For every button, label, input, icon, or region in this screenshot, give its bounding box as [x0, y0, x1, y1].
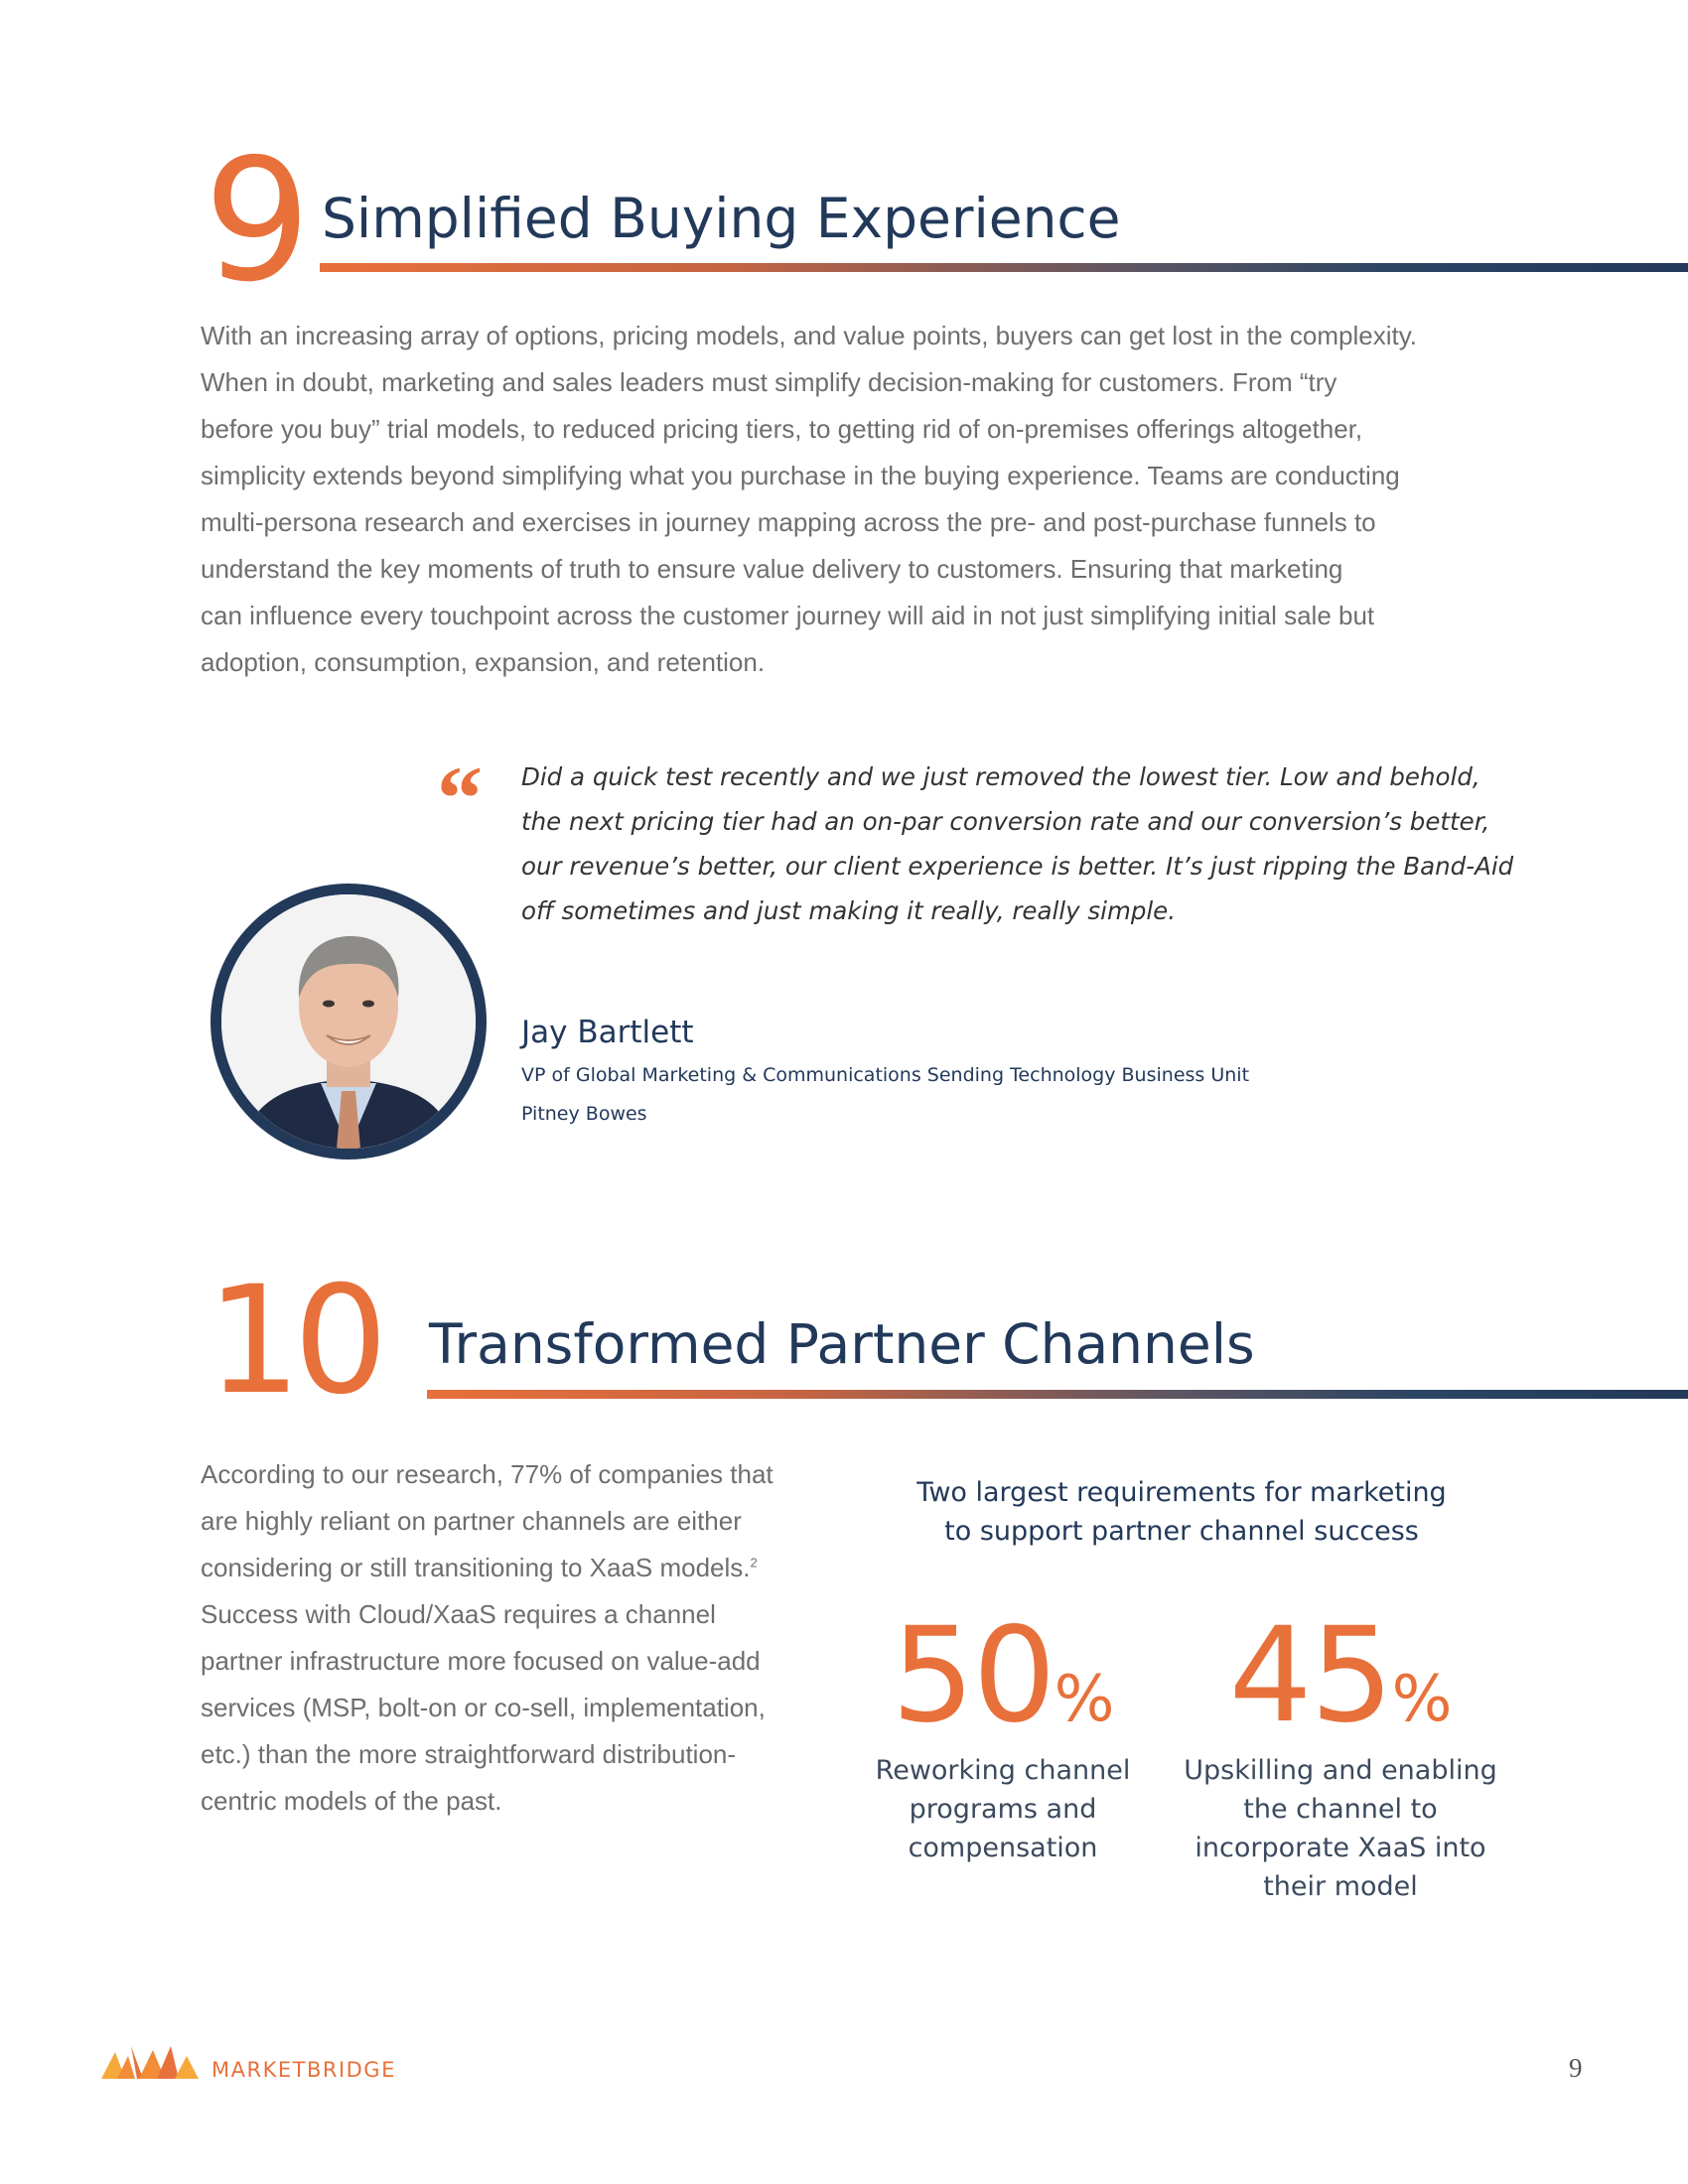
- section-rule: [427, 1390, 1688, 1399]
- section-title: Simplified Buying Experience: [322, 187, 1121, 250]
- body-line: understand the key moments of truth to ensure value delivery to customers. Ensuring that marketing: [201, 554, 1343, 584]
- stat-description-line: Upskilling and enabling: [1184, 1755, 1497, 1786]
- body-line: are highly reliant on partner channels are either: [201, 1506, 742, 1536]
- stat-description-line: compensation: [908, 1833, 1098, 1863]
- body-line: partner infrastructure more focused on value-add: [201, 1646, 761, 1676]
- quote-author-company: Pitney Bowes: [521, 1103, 647, 1125]
- body-line: before you buy” trial models, to reduced pricing tiers, to getting rid of on-premises offerings altogether,: [201, 414, 1363, 444]
- section-body: [201, 313, 1591, 686]
- brand-logo-icon: [101, 2046, 199, 2079]
- body-line: can influence every touchpoint across the customer journey will aid in not just simplifying initial sale but: [201, 601, 1375, 630]
- quote-author-role: VP of Global Marketing & Communications Sending Technology Business Unit: [521, 1064, 1250, 1086]
- person-photo-icon: [221, 894, 476, 1149]
- stat-description-line: programs and: [909, 1794, 1097, 1825]
- stat-description-line: Reworking channel: [875, 1755, 1131, 1786]
- quote-mark-icon: “: [437, 748, 483, 849]
- quote-author-name: Jay Bartlett: [521, 1015, 694, 1050]
- stat-description: [1172, 1751, 1509, 1906]
- body-line: [201, 1545, 836, 1591]
- avatar: [211, 884, 487, 1160]
- body-line-text: considering or still transitioning to XaaS models.: [201, 1553, 751, 1582]
- stat-description-line: their model: [1263, 1871, 1418, 1902]
- stats-heading-line: Two largest requirements for marketing: [916, 1477, 1447, 1508]
- stat-description: [854, 1751, 1152, 1867]
- section-body: [201, 1451, 836, 1825]
- section-number: 9: [204, 123, 306, 320]
- body-line: centric models of the past.: [201, 1786, 502, 1816]
- stat-description-line: the channel to: [1243, 1794, 1438, 1825]
- stat-number: 50: [891, 1599, 1055, 1752]
- section-rule: [320, 263, 1688, 272]
- quote-line: our revenue’s better, our client experience is better. It’s just ripping the Band-Aid: [521, 852, 1514, 881]
- body-line: adoption, consumption, expansion, and retention.: [201, 647, 766, 677]
- brand-name: MARKETBRIDGE: [211, 2058, 396, 2082]
- stats-heading-line: to support partner channel success: [944, 1516, 1419, 1547]
- body-line: With an increasing array of options, pricing models, and value points, buyers can get lost in the complexity.: [201, 321, 1418, 350]
- body-line: According to our research, 77% of companies that: [201, 1459, 774, 1489]
- quote-text: [521, 754, 1513, 933]
- section-title: Transformed Partner Channels: [429, 1312, 1255, 1376]
- page-number: 9: [1569, 2053, 1583, 2083]
- body-line: services (MSP, bolt-on or co-sell, implementation,: [201, 1693, 766, 1722]
- quote-line: off sometimes and just making it really, really simple.: [521, 896, 1177, 925]
- body-line: simplicity extends beyond simplifying what you purchase in the buying experience. Teams are conducting: [201, 461, 1400, 490]
- footnote-marker: 2: [750, 1555, 758, 1570]
- stat-unit: %: [1054, 1663, 1115, 1736]
- stat-value: [864, 1599, 1142, 1752]
- body-line: etc.) than the more straightforward distribution-: [201, 1739, 737, 1769]
- stat-unit: %: [1391, 1663, 1453, 1736]
- stat-value: [1201, 1599, 1479, 1752]
- stat-description-line: incorporate XaaS into: [1195, 1833, 1486, 1863]
- stat-number: 45: [1228, 1599, 1392, 1752]
- body-line: Success with Cloud/XaaS requires a channel: [201, 1599, 716, 1629]
- quote-line: the next pricing tier had an on-par conversion rate and our conversion’s better,: [521, 807, 1490, 836]
- quote-line: Did a quick test recently and we just removed the lowest tier. Low and behold,: [521, 762, 1480, 791]
- body-line: When in doubt, marketing and sales leaders must simplify decision-making for customers. From “try: [201, 367, 1337, 397]
- stats-heading: [874, 1473, 1489, 1551]
- body-line: multi-persona research and exercises in journey mapping across the pre- and post-purchase funnels to: [201, 507, 1376, 537]
- section-number: 10: [207, 1255, 380, 1428]
